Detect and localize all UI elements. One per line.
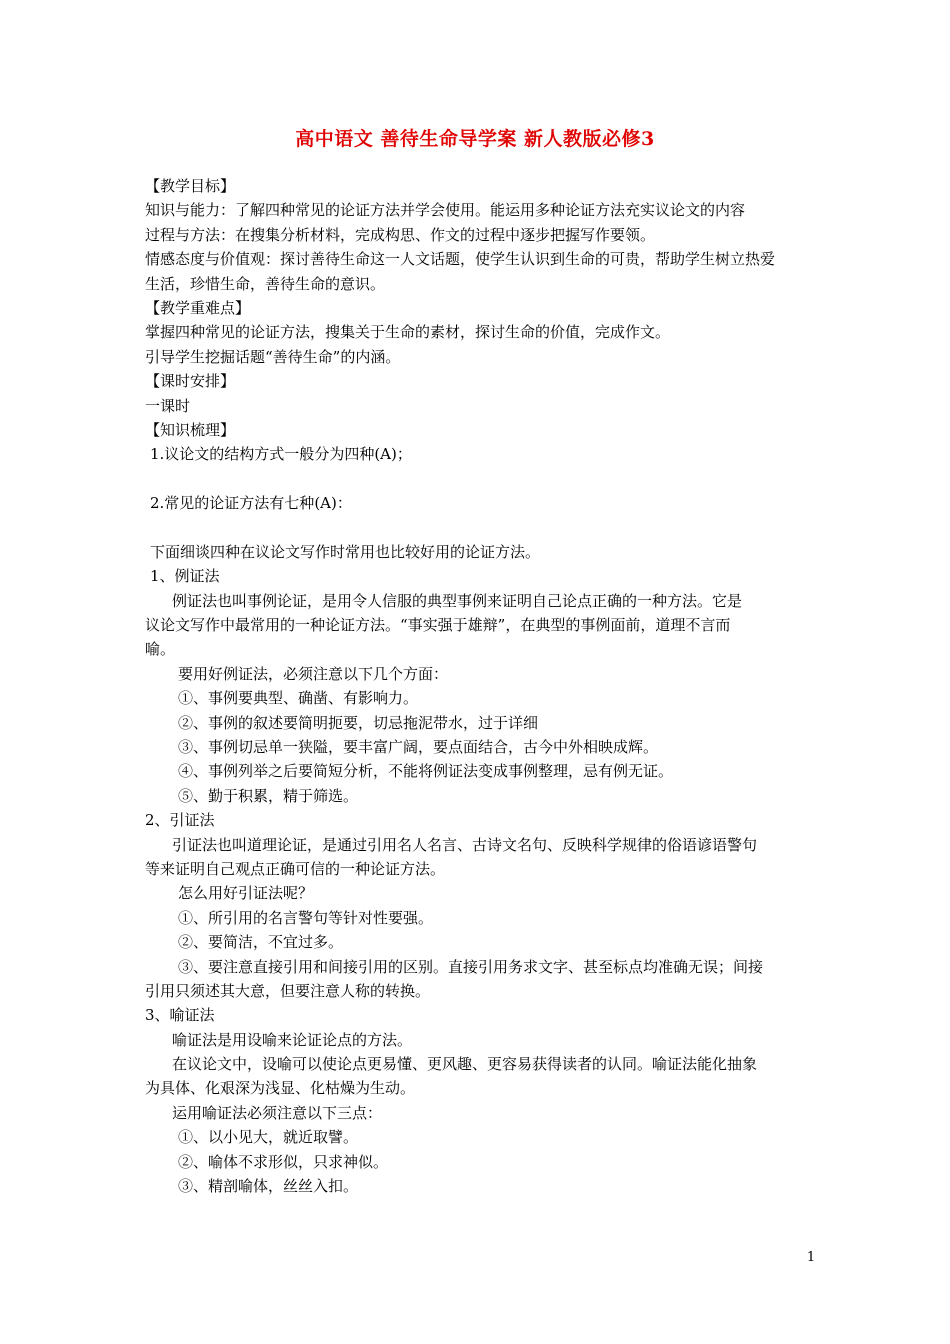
- list-item: ①、以小见大，就近取譬。: [178, 1128, 359, 1147]
- list-item: ⑤、勤于积累，精于筛选。: [178, 786, 359, 805]
- paragraph-line: 等来证明自己观点正确可信的一种论证方法。: [145, 859, 446, 878]
- paragraph-line: 喻。: [145, 640, 176, 659]
- knowledge-heading: 【知识梳理】: [145, 420, 236, 439]
- page-title: 高中语文 善待生命导学案 新人教版必修3: [295, 128, 655, 150]
- key-point: 引导学生挖掘话题“善待生命”的内涵。: [145, 347, 401, 366]
- objective-process: 过程与方法：在搜集分析材料，完成构思、作文的过程中逐步把握写作要领。: [145, 225, 656, 244]
- list-item: ③、要注意直接引用和间接引用的区别。直接引用务求文字、甚至标点均准确无误；间接: [178, 957, 764, 976]
- list-item: ③、精剖喻体，丝丝入扣。: [178, 1177, 359, 1196]
- section-lead: 怎么用好引证法呢？: [178, 884, 314, 903]
- document-body: [145, 174, 845, 1198]
- knowledge-point-1: 1.议论文的结构方式一般分为四种(A)；: [150, 445, 412, 464]
- key-points-heading: 【教学重难点】: [145, 298, 251, 317]
- list-item: ②、喻体不求形似，只求神似。: [178, 1152, 389, 1171]
- objectives-heading: 【教学目标】: [145, 177, 236, 195]
- paragraph-line: 在议论文中，设喻可以使论点更易懂、更风趣、更容易获得读者的认同。喻证法能化抽象: [172, 1055, 758, 1074]
- list-item: ①、所引用的名言警句等针对性要强。: [178, 908, 434, 927]
- section-heading-quote: 2、引证法: [145, 811, 215, 830]
- page-number: 1: [806, 1250, 816, 1265]
- list-item-continuation: 引用只须述其大意，但要注意人称的转换。: [145, 981, 431, 1000]
- schedule-text: 一课时: [145, 396, 191, 415]
- paragraph-line: 引证法也叫道理论证，是通过引用名人名言、古诗文名句、反映科学规律的俗语谚语警句: [172, 835, 758, 854]
- key-point: 掌握四种常见的论证方法，搜集关于生命的素材，探讨生命的价值，完成作文。: [145, 323, 671, 342]
- section-heading-metaphor: 3、喻证法: [145, 1006, 215, 1025]
- knowledge-intro: 下面细谈四种在议论文写作时常用也比较好用的论证方法。: [150, 542, 541, 561]
- list-item: ②、要简洁，不宜过多。: [178, 933, 344, 952]
- section-lead: 运用喻证法必须注意以下三点：: [172, 1103, 383, 1122]
- paragraph-line: 喻证法是用设喻来论证论点的方法。: [172, 1030, 413, 1049]
- section-heading-example: 1、例证法: [150, 567, 220, 586]
- objective-attitude-line2: 生活，珍惜生命，善待生命的意识。: [145, 274, 386, 293]
- section-lead: 要用好例证法，必须注意以下几个方面：: [178, 664, 449, 683]
- knowledge-point-2: 2.常见的论证方法有七种(A)：: [150, 494, 352, 513]
- list-item: ④、事例列举之后要简短分析，不能将例证法变成事例整理，忌有例无证。: [178, 762, 674, 781]
- schedule-heading: 【课时安排】: [145, 372, 236, 391]
- paragraph-line: 例证法也叫事例论证，是用令人信服的典型事例来证明自己论点正确的一种方法。它是: [172, 591, 743, 610]
- paragraph-line: 议论文写作中最常用的一种论证方法。“事实强于雄辩”，在典型的事例面前，道理不言而: [145, 616, 731, 635]
- list-item: ③、事例切忌单一狭隘，要丰富广阔，要点面结合，古今中外相映成辉。: [178, 737, 659, 756]
- objective-knowledge: 知识与能力：了解四种常见的论证方法并学会使用。能运用多种论证方法充实议论文的内容: [145, 201, 746, 220]
- paragraph-line: 为具体、化艰深为浅显、化枯燥为生动。: [145, 1079, 416, 1098]
- list-item: ①、事例要典型、确凿、有影响力。: [178, 689, 419, 708]
- objective-attitude-line1: 情感态度与价值观：探讨善待生命这一人文话题，使学生认识到生命的可贵，帮助学生树立热爱: [145, 250, 776, 269]
- list-item: ②、事例的叙述要简明扼要，切忌拖泥带水，过于详细: [178, 713, 539, 732]
